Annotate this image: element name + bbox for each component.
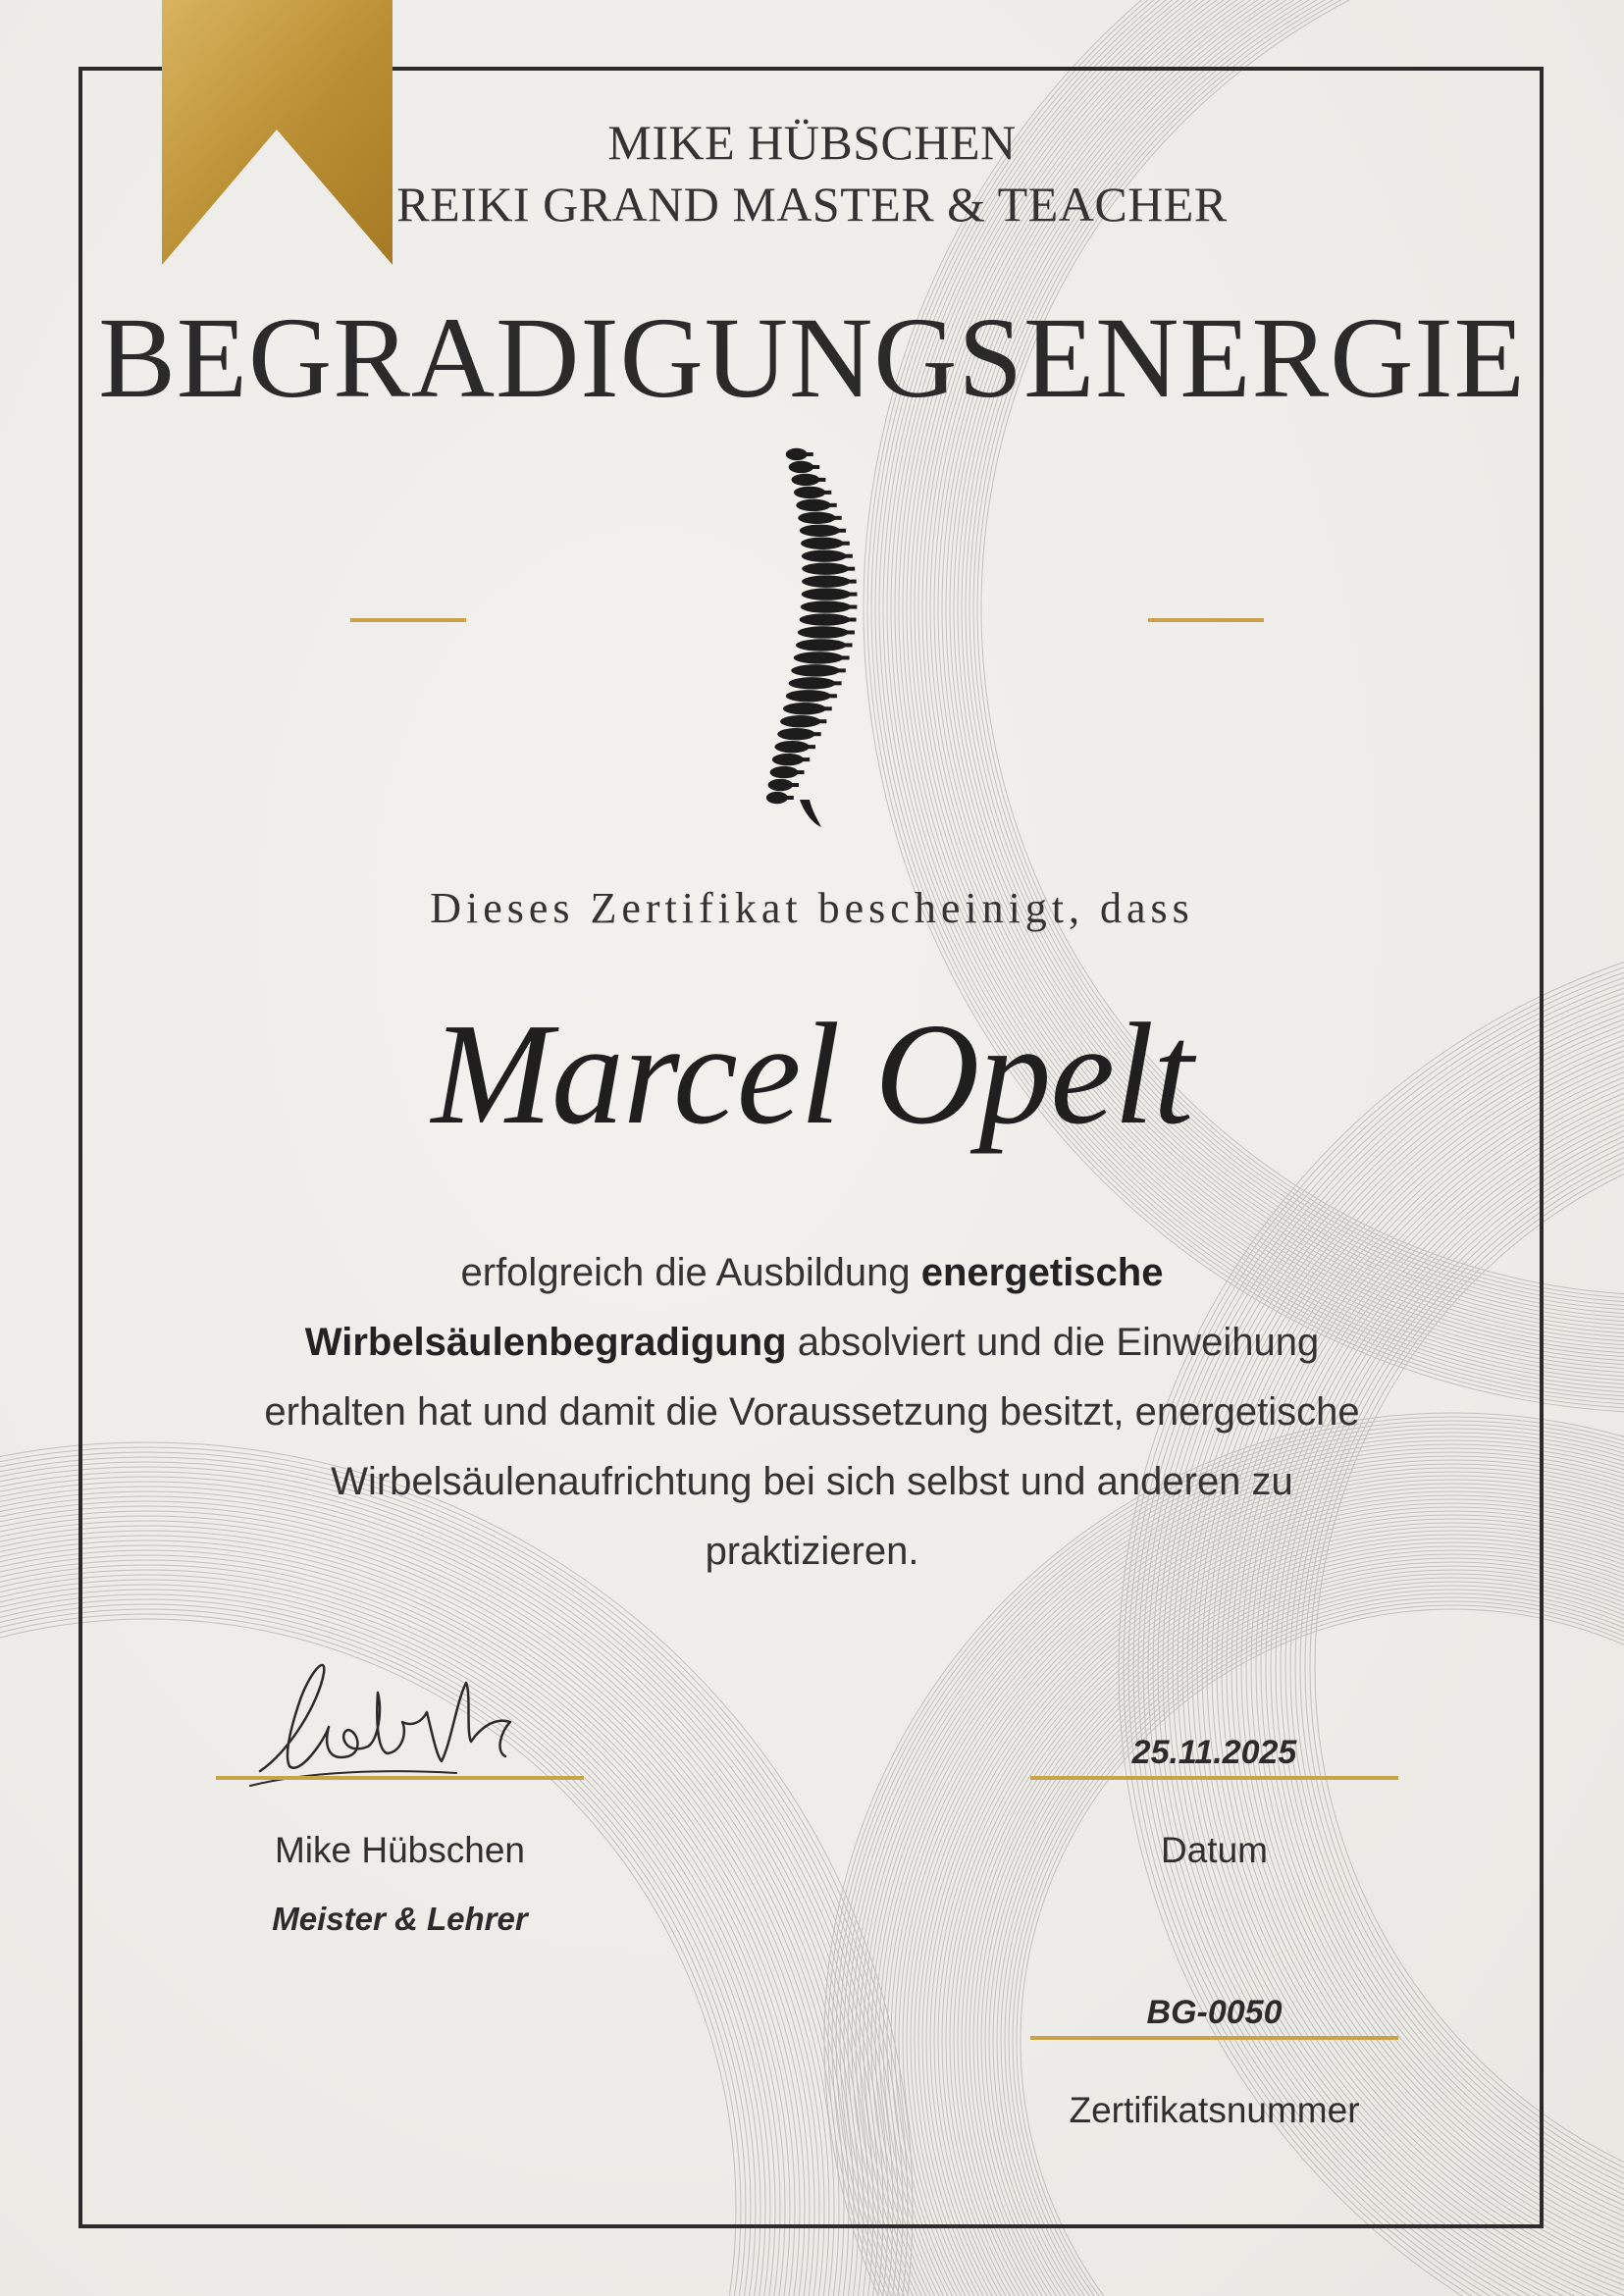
body-part-2: absolviert und die Einweihung erhalten hat und damit die Voraussetzung besitzt, energetische Wirbelsäulenaufrichtung bei sich selbst und anderen zu praktizieren. xyxy=(264,1321,1360,1573)
certificate-body-text xyxy=(236,1238,1388,1587)
body-part-1: erfolgreich die Ausbildung xyxy=(460,1251,921,1294)
recipient-name: Marcel Opelt xyxy=(431,994,1193,1155)
left-gold-dash xyxy=(350,618,466,622)
date-label: Datum xyxy=(1161,1830,1268,1870)
signer-name: Mike Hübschen xyxy=(274,1830,525,1870)
header-issuer: MIKE HÜBSCHEN xyxy=(607,115,1017,170)
header-subtitle: REIKI GRAND MASTER & TEACHER xyxy=(396,177,1228,232)
certificate-number-line xyxy=(1030,2036,1398,2040)
date-value: 25.11.2025 xyxy=(1131,1734,1297,1771)
certificate-number-value: BG-0050 xyxy=(1146,1994,1283,2031)
signature-line xyxy=(216,1776,584,1780)
date-line xyxy=(1030,1776,1398,1780)
body-bold-course: energetische Wirbelsäulenbegradigung xyxy=(304,1251,1164,1364)
right-gold-dash xyxy=(1148,618,1264,622)
certificate-number-label: Zertifikatsnummer xyxy=(1069,2090,1360,2130)
spine-icon xyxy=(760,446,878,829)
signer-role: Meister & Lehrer xyxy=(272,1901,528,1937)
certificate-title: BEGRADIGUNGSENERGIE xyxy=(98,293,1526,422)
intro-text: Dieses Zertifikat bescheinigt, dass xyxy=(430,884,1194,932)
